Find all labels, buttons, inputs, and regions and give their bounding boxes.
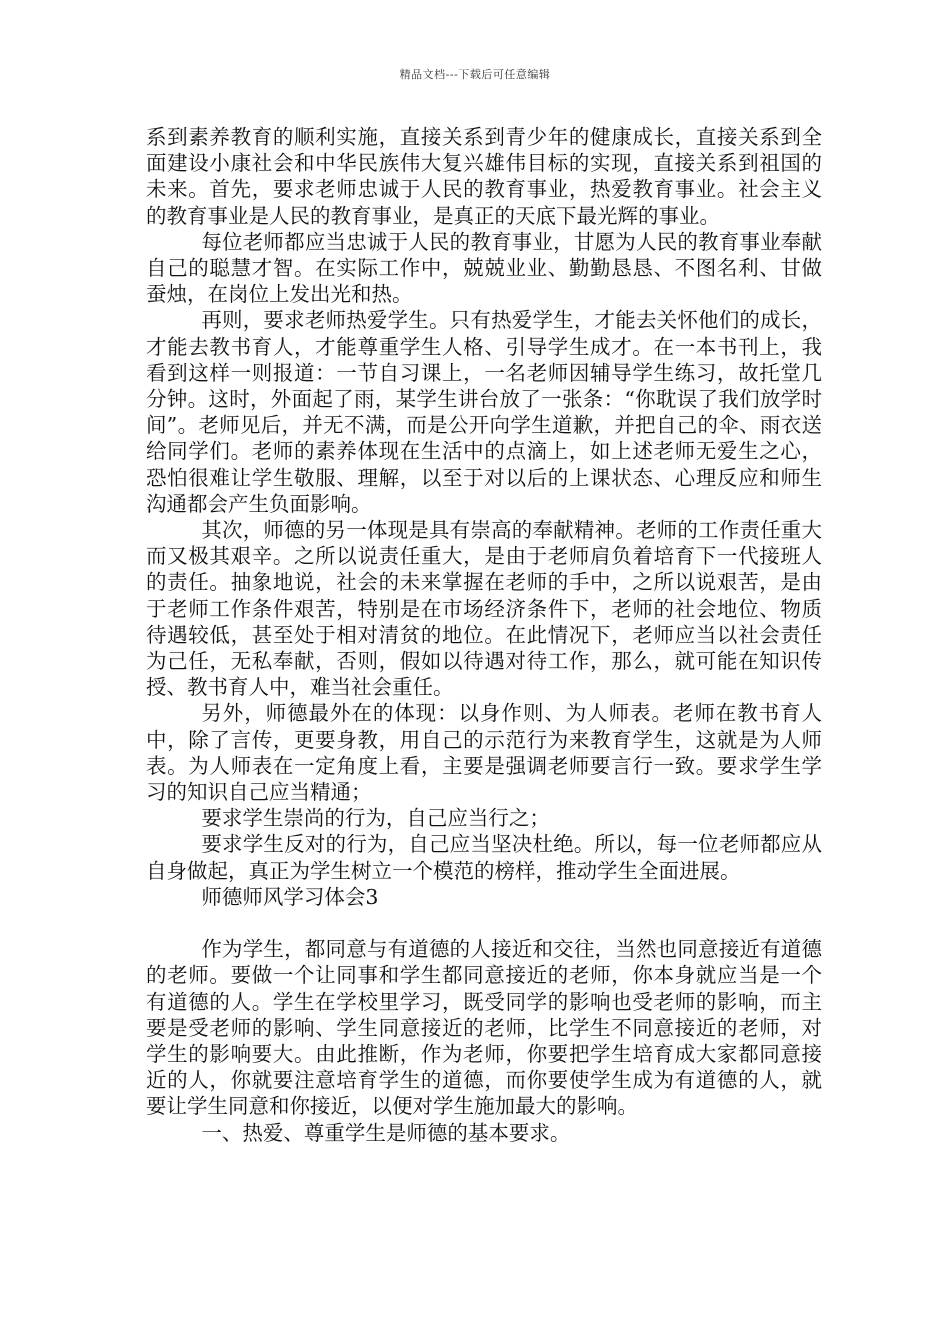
paragraph: 系到素养教育的顺利实施，直接关系到青少年的健康成长，直接关系到全面建设小康社会和中华民族伟大复兴雄伟目标的实现，直接关系到祖国的未来。首先，要求老师忠诚于人民的教育事业，热爱教育事业。社会主义的教育事业是人民的教育事业，是真正的天底下最光辉的事业。 <box>146 125 822 228</box>
section-title: 师德师风学习体会3 <box>201 884 379 909</box>
paragraph: 再则，要求老师热爱学生。只有热爱学生，才能去关怀他们的成长，才能去教书育人，才能尊重学生人格、引导学生成才。在一本书刊上，我看到这样一则报道：一节自习课上，一名老师因辅导学生练习，故托堂几分钟。这时，外面起了雨，某学生讲台放了一张条：“你耽误了我们放学时间”。老师见后，并无不满，而是公开向学生道歉，并把自己的伞、雨衣送给同学们。老师的素养体现在生活中的点滴上，如上述老师无爱生之心，恐怕很难让学生敬服、理解，以至于对以后的上课状态、心理反应和师生沟通都会产生负面影响。 <box>146 308 822 516</box>
paragraph: 其次，师德的另一体现是具有崇高的奉献精神。老师的工作责任重大而又极其艰辛。之所以说责任重大，是由于老师肩负着培育下一代接班人的责任。抽象地说，社会的未来掌握在老师的手中，之所以说艰苦，是由于老师工作条件艰苦，特别是在市场经济条件下，老师的社会地位、物质待遇较低，甚至处于相对清贫的地位。在此情况下，老师应当以社会责任为己任，无私奉献，否则，假如以待遇对待工作，那么，就可能在知识传授、教书育人中，难当社会重任。 <box>146 518 822 700</box>
subsection-heading: 一、热爱、尊重学生是师德的基本要求。 <box>201 1120 571 1145</box>
page-header: 精品文档---下载后可任意编辑 <box>399 68 551 81</box>
paragraph: 另外，师德最外在的体现：以身作则、为人师表。老师在教书育人中，除了言传，更要身教，用自己的示范行为来教育学生，这就是为人师表。为人师表在一定角度上看，主要是强调老师要言行一致。要求学生学习的知识自己应当精通； <box>146 701 822 805</box>
paragraph: 要求学生崇尚的行为，自己应当行之； <box>201 806 550 831</box>
document-body <box>146 124 822 1146</box>
blank-line <box>146 910 822 936</box>
paragraph: 要求学生反对的行为，自己应当坚决杜绝。所以，每一位老师都应从自身做起，真正为学生树立一个模范的榜样，推动学生全面进展。 <box>146 832 822 883</box>
paragraph: 每位老师都应当忠诚于人民的教育事业，甘愿为人民的教育事业奉献自己的聪慧才智。在实际工作中，兢兢业业、勤勤恳恳、不图名利、甘做蚕烛，在岗位上发出光和热。 <box>146 229 822 307</box>
paragraph: 作为学生，都同意与有道德的人接近和交往，当然也同意接近有道德的老师。要做一个让同事和学生都同意接近的老师，你本身就应当是一个有道德的人。学生在学校里学习，既受同学的影响也受老师的影响，而主要是受老师的影响、学生同意接近的老师，比学生不同意接近的老师，对学生的影响要大。由此推断，作为老师，你要把学生培育成大家都同意接近的人，你就要注意培育学生的道德，而你要使学生成为有道德的人，就要让学生同意和你接近，以便对学生施加最大的影响。 <box>146 937 822 1119</box>
